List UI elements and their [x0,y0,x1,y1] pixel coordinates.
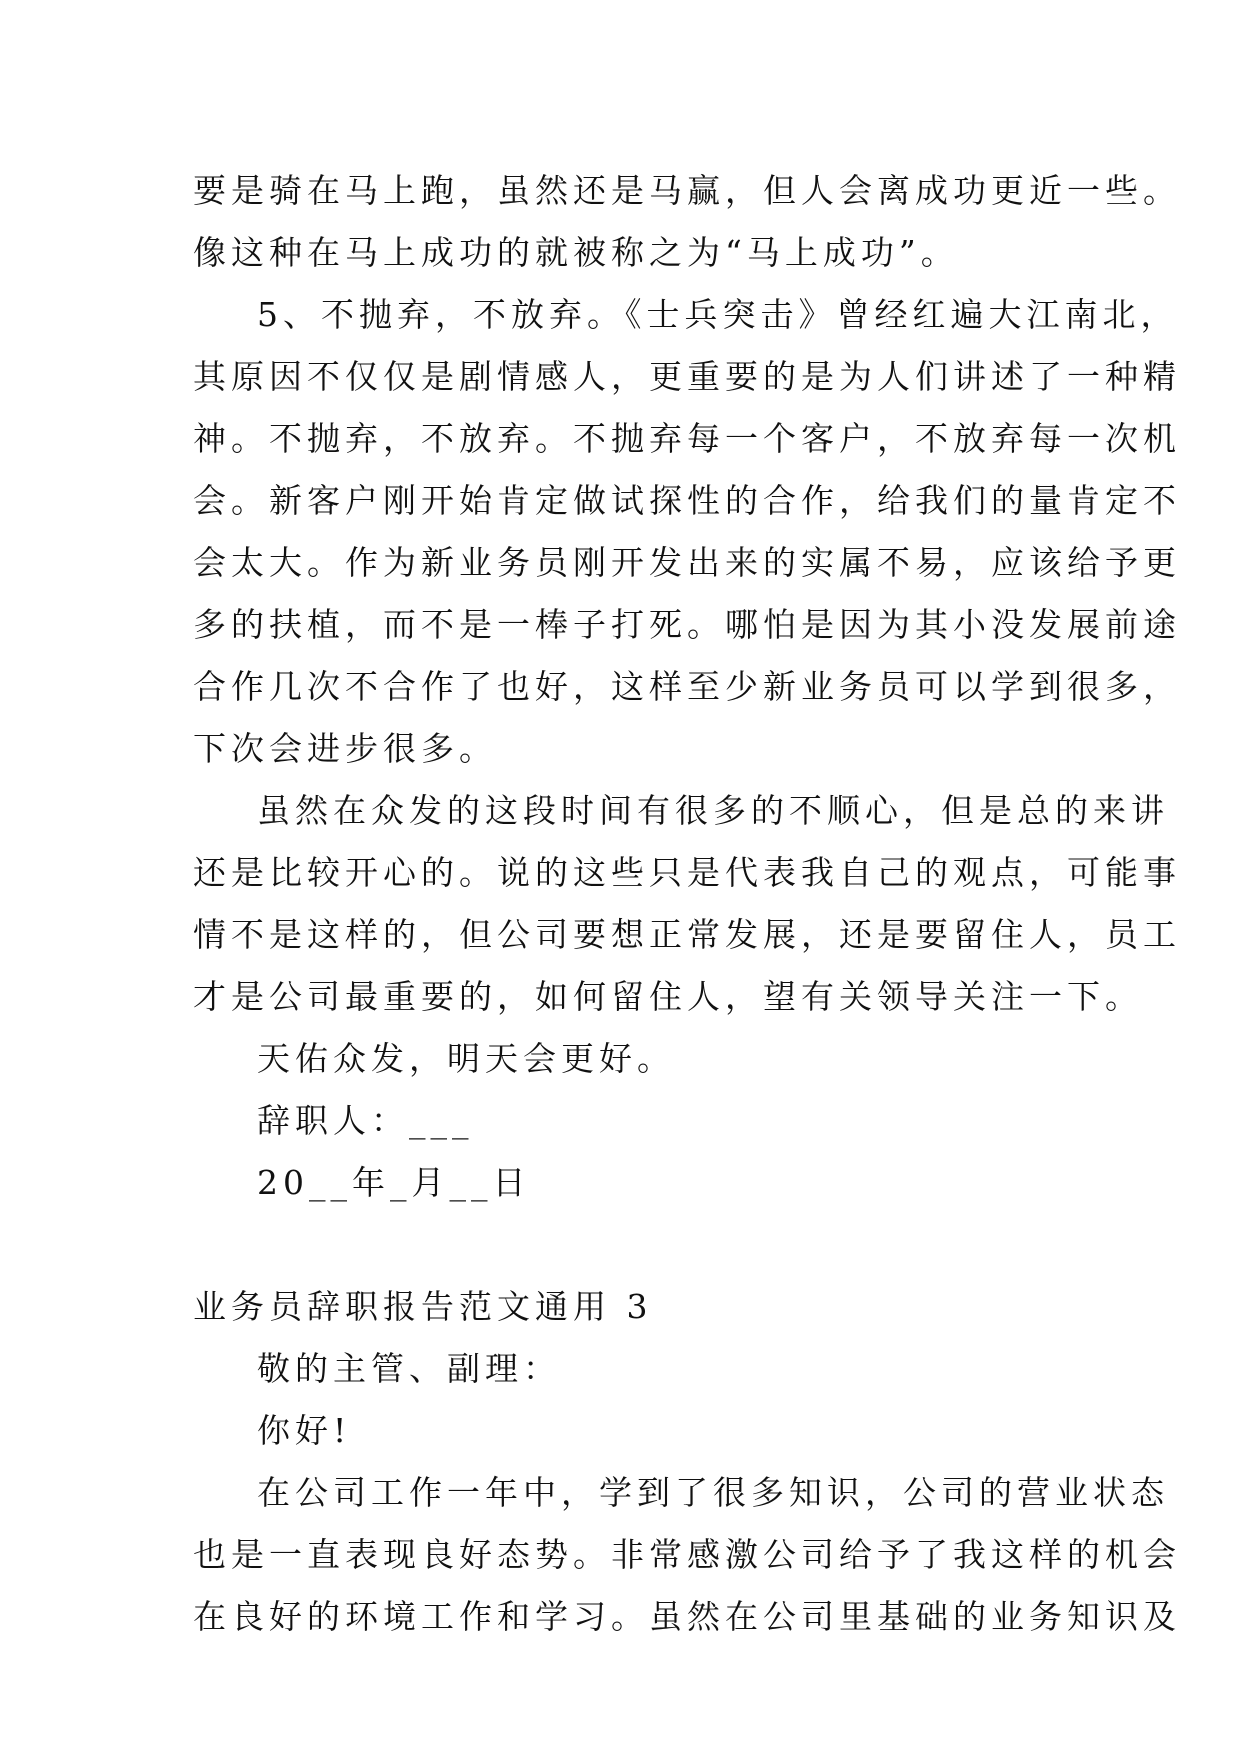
text-line: 多的扶植，而不是一棒子打死。哪怕是因为其小没发展前途 [193,605,1181,644]
text-line: 情不是这样的，但公司要想正常发展，还是要留住人，员工 [193,915,1181,954]
document-page [193,160,1181,1648]
text-line: 5、不抛弃，不放弃。《士兵突击》曾经红遍大江南北， [257,295,1179,334]
document-body-part1 [193,160,1181,1214]
text-line: 在公司工作一年中，学到了很多知识，公司的营业状态 [257,1473,1169,1512]
text-line: 你好! [257,1411,352,1450]
text-line: 也是一直表现良好态势。非常感激公司给予了我这样的机会 [193,1535,1181,1574]
text-line: 会太大。作为新业务员刚开发出来的实属不易，应该给予更 [193,543,1181,582]
text-line: 合作几次不合作了也好，这样至少新业务员可以学到很多， [193,667,1181,706]
text-line: 虽然在众发的这段时间有很多的不顺心，但是总的来讲 [257,791,1169,830]
text-line: 才是公司最重要的，如何留住人，望有关领导关注一下。 [193,977,1143,1016]
section-heading: 业务员辞职报告范文通用 3 [193,1287,653,1326]
text-line: 会。新客户刚开始肯定做试探性的合作，给我们的量肯定不 [193,481,1181,520]
text-line: 20__年_月__日 [257,1163,531,1202]
document-body-part2 [193,1338,1181,1648]
text-line: 下次会进步很多。 [193,729,497,768]
text-line: 天佑众发，明天会更好。 [257,1039,675,1078]
text-line: 其原因不仅仅是剧情感人，更重要的是为人们讲述了一种精 [193,357,1181,396]
text-line: 在良好的环境工作和学习。虽然在公司里基础的业务知识及 [193,1597,1181,1636]
text-line: 要是骑在马上跑，虽然还是马赢，但人会离成功更近一些。 [193,171,1181,210]
text-line: 还是比较开心的。说的这些只是代表我自己的观点，可能事 [193,853,1181,892]
text-line: 神。不抛弃，不放弃。不抛弃每一个客户，不放弃每一次机 [193,419,1181,458]
text-line: 敬的主管、副理： [257,1349,561,1388]
text-line: 辞职人：___ [257,1101,474,1140]
text-line: 像这种在马上成功的就被称之为“马上成功”。 [193,233,959,272]
